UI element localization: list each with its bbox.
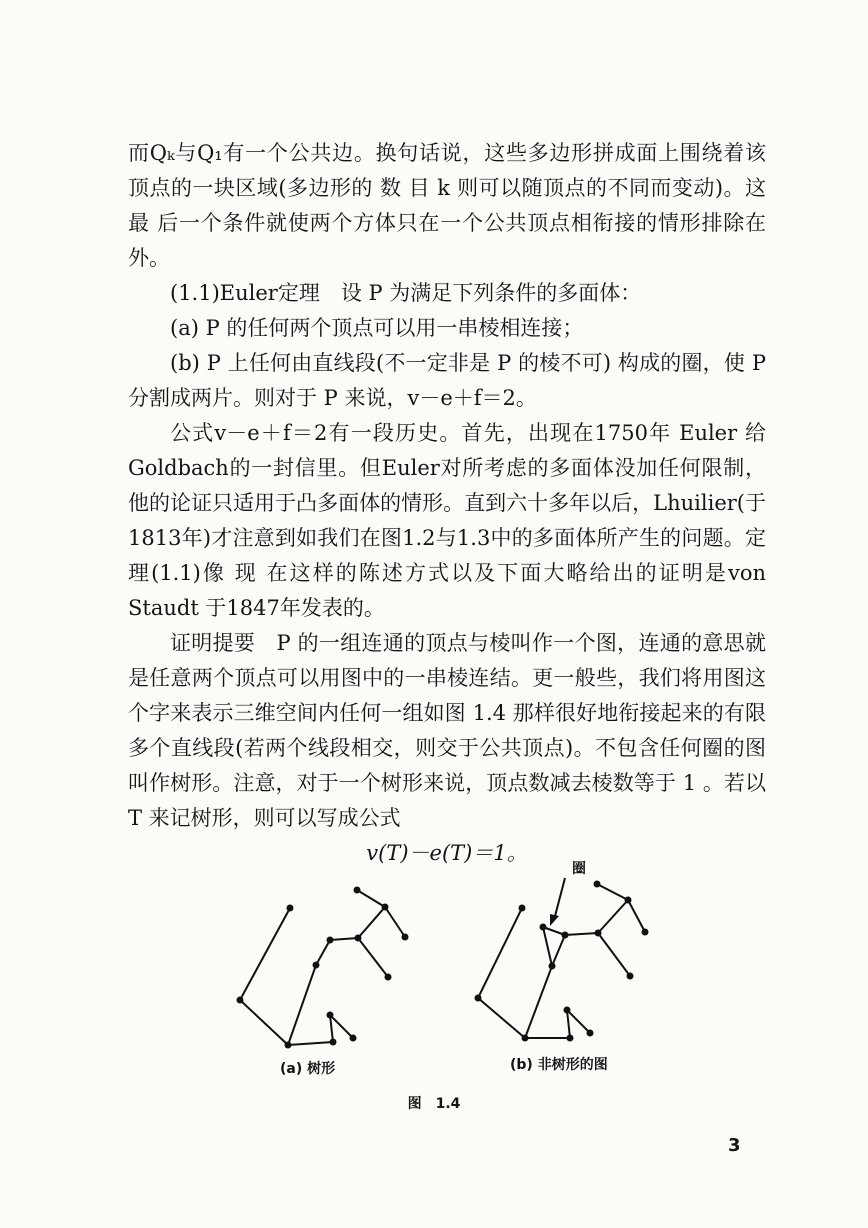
tree-formula: v(T)－e(T)＝1。 <box>366 841 528 865</box>
body-text <box>128 136 766 871</box>
figure-caption: 图 1.4 <box>407 1096 461 1112</box>
proof-paragraph: 证明提要 P 的一组连通的顶点与棱叫作一个图，连通的意思就是任意两个顶点可以用图中的一串棱连结。更一般些，我们将用图这个字来表示三维空间内任何一组如图 1.4 那样很好地衔接起来的有限多个直线段(若两个线段相交，则交于公共顶点)。不包含任何圈的图叫作树形。注意，对于一个树形来说，顶点数减去棱数等于 1 。若以 T 来记树形，则可以写成公式 <box>128 631 766 830</box>
tree-graph <box>240 890 405 1045</box>
history-paragraph: 公式v－e＋f＝2有一段历史。首先，出现在1750年 Euler 给Goldbach的一封信里。但Euler对所考虑的多面体没加任何限制，他的论证只适用于凸多面体的情形。直到六十多年以后，Lhuilier(于1813年)才注意到如我们在图1.2与1.3中的多面体所产生的问题。定理(1.1)像 现 在这样的陈述方式以及下面大略给出的证明是von Staudt 于1847年发表的。 <box>128 421 766 620</box>
condition-b: (b) P 上任何由直线段(不一定非是 P 的棱不可) 构成的圈，使 P 分割成两片。则对于 P 来说，v－e＋f＝2。 <box>128 351 766 410</box>
loop-arrow <box>550 878 565 926</box>
caption-b: (b) 非树形的图 <box>510 1057 608 1073</box>
condition-a: (a) P 的任何两个顶点可以用一串棱相连接； <box>170 316 584 340</box>
theorem-heading: (1.1)Euler定理 设 P 为满足下列条件的多面体： <box>170 281 642 305</box>
page-number: 3 <box>728 1135 741 1156</box>
loop-label: 圈 <box>572 861 586 877</box>
figure-1-4 <box>220 850 680 1090</box>
non-tree-graph <box>478 884 645 1038</box>
figure-graphs <box>220 850 680 1090</box>
paragraph-1: 而Qₖ与Q₁有一个公共边。换句话说，这些多边形拼成面上围绕着该顶点的一块区域(多边形的 数 目 k 则可以随顶点的不同而变动)。这 最 后一个条件就使两个方体只在一个公共顶点相衔接的情形排除在外。 <box>128 141 766 270</box>
caption-a: (a) 树形 <box>280 1061 336 1077</box>
